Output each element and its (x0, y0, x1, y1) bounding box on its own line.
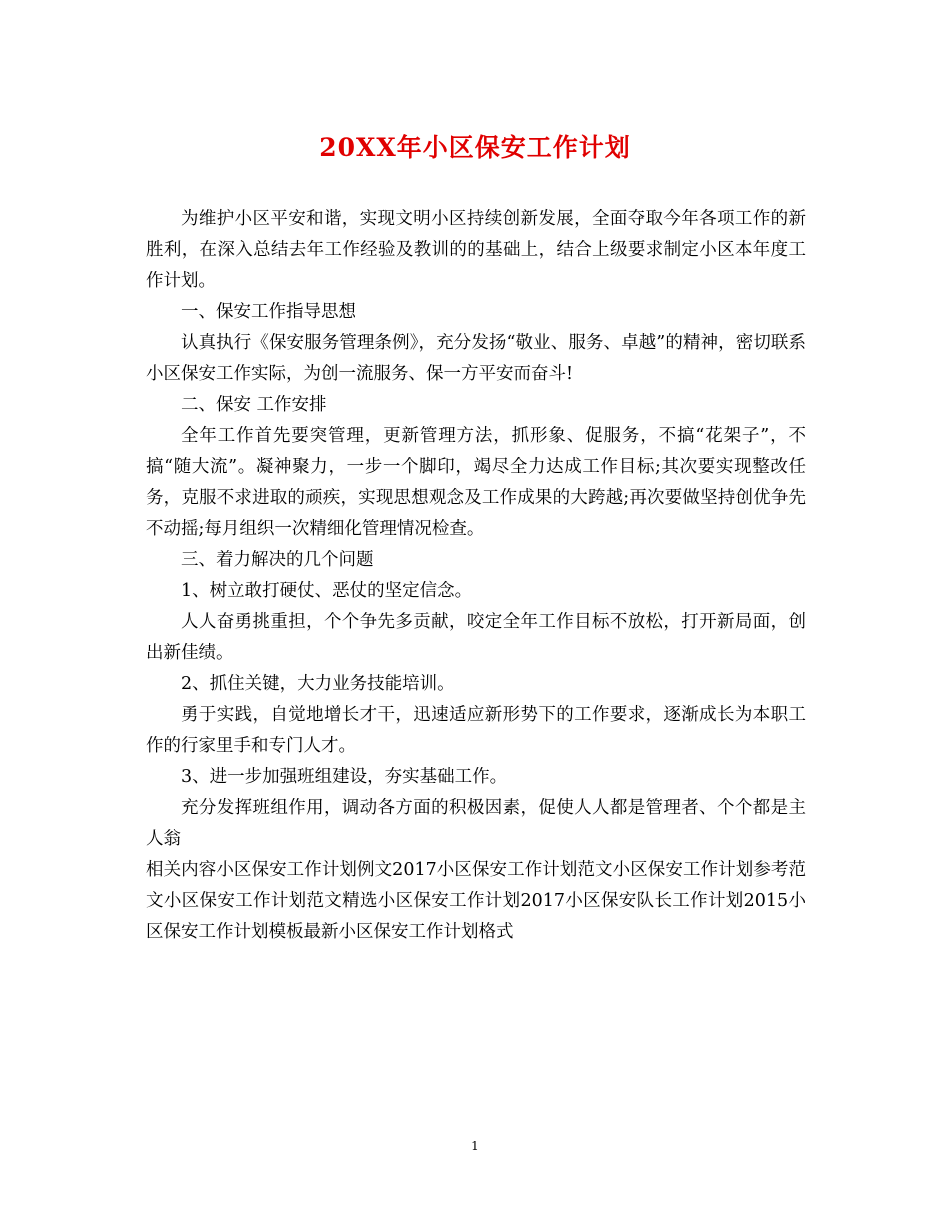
related-content-line: 相关内容小区保安工作计划例文2017小区保安工作计划范文小区保安工作计划参考范文小区保安工作计划范文精选小区保安工作计划2017小区保安队长工作计划2015小区保安工作计划模板最新小区保安工作计划格式 (146, 860, 806, 942)
document-body (146, 204, 806, 948)
document-title: 20XX年小区保安工作计划 (319, 133, 631, 162)
problem-item-2-paragraph: 勇于实践，自觉地增长才干，迅速适应新形势下的工作要求，逐渐成长为本职工作的行家里手和专门人才。 (146, 705, 806, 756)
section-heading-work-arrangement: 二、保安 工作安排 (181, 395, 327, 415)
intro-paragraph: 为维护小区平安和谐，实现文明小区持续创新发展，全面夺取今年各项工作的新胜利，在深入总结去年工作经验及教训的的基础上，结合上级要求制定小区本年度工作计划。 (146, 209, 806, 291)
problem-item-2-heading: 2、抓住关键，大力业务技能培训。 (181, 674, 455, 694)
problem-item-1-paragraph: 人人奋勇挑重担，个个争先多贡献，咬定全年工作目标不放松，打开新局面，创出新佳绩。 (146, 612, 806, 663)
section-heading-key-problems: 三、着力解决的几个问题 (181, 550, 374, 570)
problem-item-3-paragraph: 充分发挥班组作用，调动各方面的积极因素，促使人人都是管理者、个个都是主人翁 (146, 798, 806, 849)
guiding-thought-paragraph: 认真执行《保安服务管理条例》，充分发扬“敬业、服务、卓越”的精神，密切联系小区保安工作实际，为创一流服务、保一方平安而奋斗! (146, 333, 806, 384)
problem-item-3-heading: 3、进一步加强班组建设，夯实基础工作。 (181, 767, 508, 787)
problem-item-1-heading: 1、树立敢打硬仗、恶仗的坚定信念。 (181, 581, 473, 601)
work-arrangement-paragraph: 全年工作首先要突管理，更新管理方法，抓形象、促服务，不搞“花架子”，不搞“随大流”。凝神聚力，一步一个脚印，竭尽全力达成工作目标;其次要实现整改任务，克服不求进取的顽疾，实现思想观念及工作成果的大跨越;再次要做坚持创优争先不动摇;每月组织一次精细化管理情况检查。 (146, 426, 806, 539)
section-heading-guiding-thought: 一、保安工作指导思想 (181, 302, 356, 322)
page-number: 1 (471, 1139, 479, 1153)
